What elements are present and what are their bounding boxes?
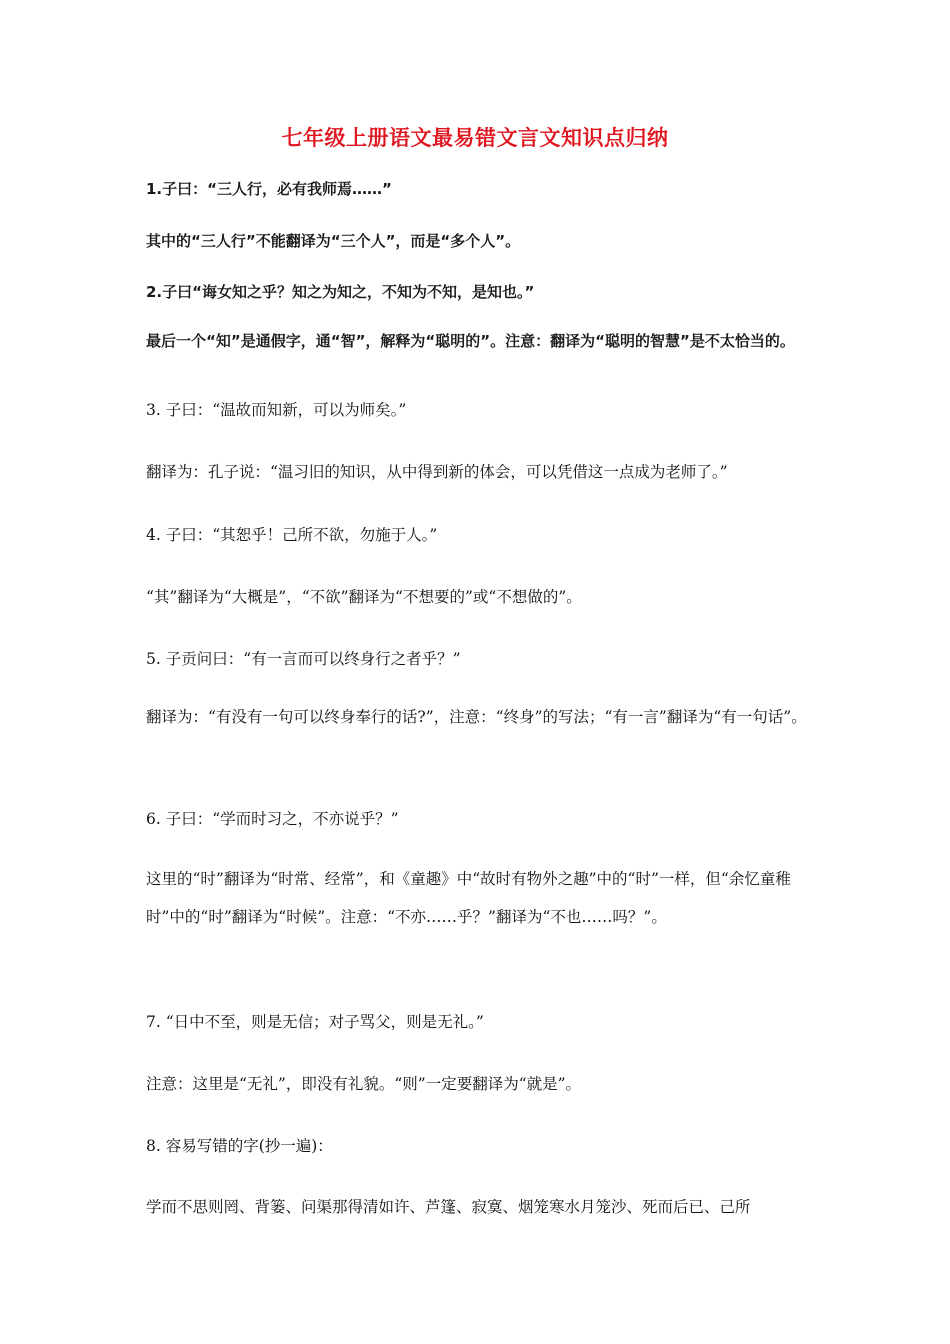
paragraph-1: 1.子曰：“三人行，必有我师焉……” bbox=[146, 180, 392, 198]
paragraph-14: 注意：这里是“无礼”，即没有礼貌。“则”一定要翻译为“就是”。 bbox=[146, 1075, 582, 1093]
paragraph-7: 4. 子曰：“其恕乎！己所不欲，勿施于人。” bbox=[146, 526, 438, 544]
paragraph-2: 其中的“三人行”不能翻译为“三个人”，而是“多个人”。 bbox=[146, 232, 521, 250]
paragraph-15: 8. 容易写错的字(抄一遍)： bbox=[146, 1137, 333, 1155]
paragraph-8: “其”翻译为“大概是”，“不欲”翻译为“不想要的”或“不想做的”。 bbox=[146, 588, 582, 606]
paragraph-4: 最后一个“知”是通假字，通“智”，解释为“聪明的”。注意：翻译为“聪明的智慧”是不太恰当的。 bbox=[146, 332, 795, 350]
paragraph-13: 7. “日中不至，则是无信；对子骂父，则是无礼。” bbox=[146, 1013, 484, 1031]
paragraph-11: 6. 子曰：“学而时习之，不亦说乎？” bbox=[146, 810, 399, 828]
paragraph-5: 3. 子曰：“温故而知新，可以为师矣。” bbox=[146, 401, 407, 419]
paragraph-9: 5. 子贡问曰：“有一言而可以终身行之者乎？” bbox=[146, 650, 461, 668]
paragraph-12: 这里的“时”翻译为“时常、经常”，和《童趣》中“故时有物外之趣”中的“时”一样，但“余忆童稚时”中的“时”翻译为“时候”。注意：“不亦……乎？”翻译为“不也……吗？”。 bbox=[146, 870, 791, 926]
paragraph-3: 2.子曰“诲女知之乎？知之为知之，不知为不知，是知也。” bbox=[146, 283, 535, 301]
document-title: 七年级上册语文最易错文言文知识点归纳 bbox=[281, 126, 669, 150]
paragraph-16: 学而不思则罔、背篓、问渠那得清如许、芦篷、寂寞、烟笼寒水月笼沙、死而后已、己所 bbox=[146, 1198, 751, 1216]
paragraph-6: 翻译为：孔子说：“温习旧的知识，从中得到新的体会，可以凭借这一点成为老师了。” bbox=[146, 463, 728, 481]
paragraph-10: 翻译为：“有没有一句可以终身奉行的话?”，注意：“终身”的写法；“有一言”翻译为“有一句话”。 bbox=[146, 708, 807, 726]
